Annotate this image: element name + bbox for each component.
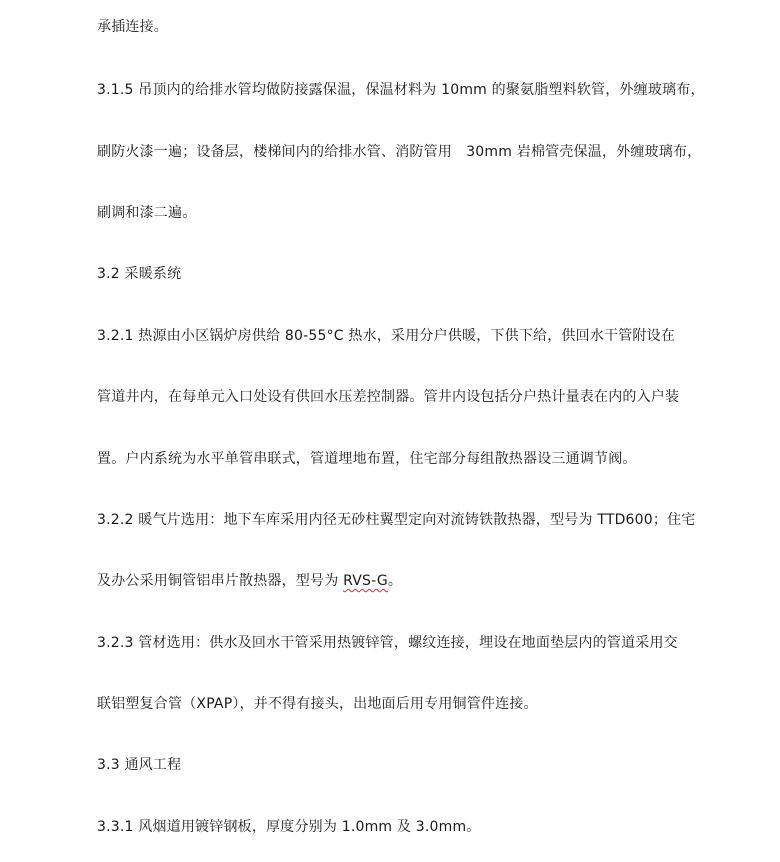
text-fragment: 。 xyxy=(387,573,403,589)
text-line: 3.2.2 暖气片选用：地下车库采用内径无砂柱翼型定向对流铸铁散热器，型号为 TTD600；住宅 xyxy=(97,512,696,528)
section-heading: 3.3 通风工程 xyxy=(97,757,182,773)
text-line: 管道井内，在每单元入口处设有供回水压差控制器。管井内设包括分户热计量表在内的入户装 xyxy=(97,389,680,405)
text-line: 置。户内系统为水平单管串联式，管道埋地布置，住宅部分每组散热器设三通调节阀。 xyxy=(97,451,637,467)
text-line: 承插连接。 xyxy=(97,19,168,35)
text-line: 刷调和漆二遍。 xyxy=(97,205,197,221)
text-line xyxy=(97,572,760,590)
text-line: 3.2.3 管材选用：供水及回水干管采用热镀锌管，螺纹连接，埋设在地面垫层内的管道采用交 xyxy=(97,635,678,651)
text-line: 3.1.5 吊顶内的给排水管均做防接露保温，保温材料为 10mm 的聚氨脂塑料软管，外缠玻璃布， xyxy=(97,82,705,98)
section-heading: 3.2 采暖系统 xyxy=(97,266,182,282)
text-line: 3.2.1 热源由小区锅炉房供给 80-55°C 热水，采用分户供暖，下供下给，供回水干管附设在 xyxy=(97,328,676,344)
spellcheck-underlined-word: RVS-G xyxy=(343,573,388,589)
text-fragment: 及办公采用铜管铝串片散热器，型号为 xyxy=(97,573,344,589)
text-line: 联铝塑复合管（XPAP），并不得有接头，出地面后用专用铜管件连接。 xyxy=(97,696,538,712)
text-line: 3.3.1 风烟道用镀锌钢板，厚度分别为 1.0mm 及 3.0mm。 xyxy=(97,819,481,835)
text-line: 刷防火漆一遍；设备层，楼梯间内的给排水管、消防管用 30mm 岩棉管壳保温，外缠玻璃布， xyxy=(97,144,702,160)
